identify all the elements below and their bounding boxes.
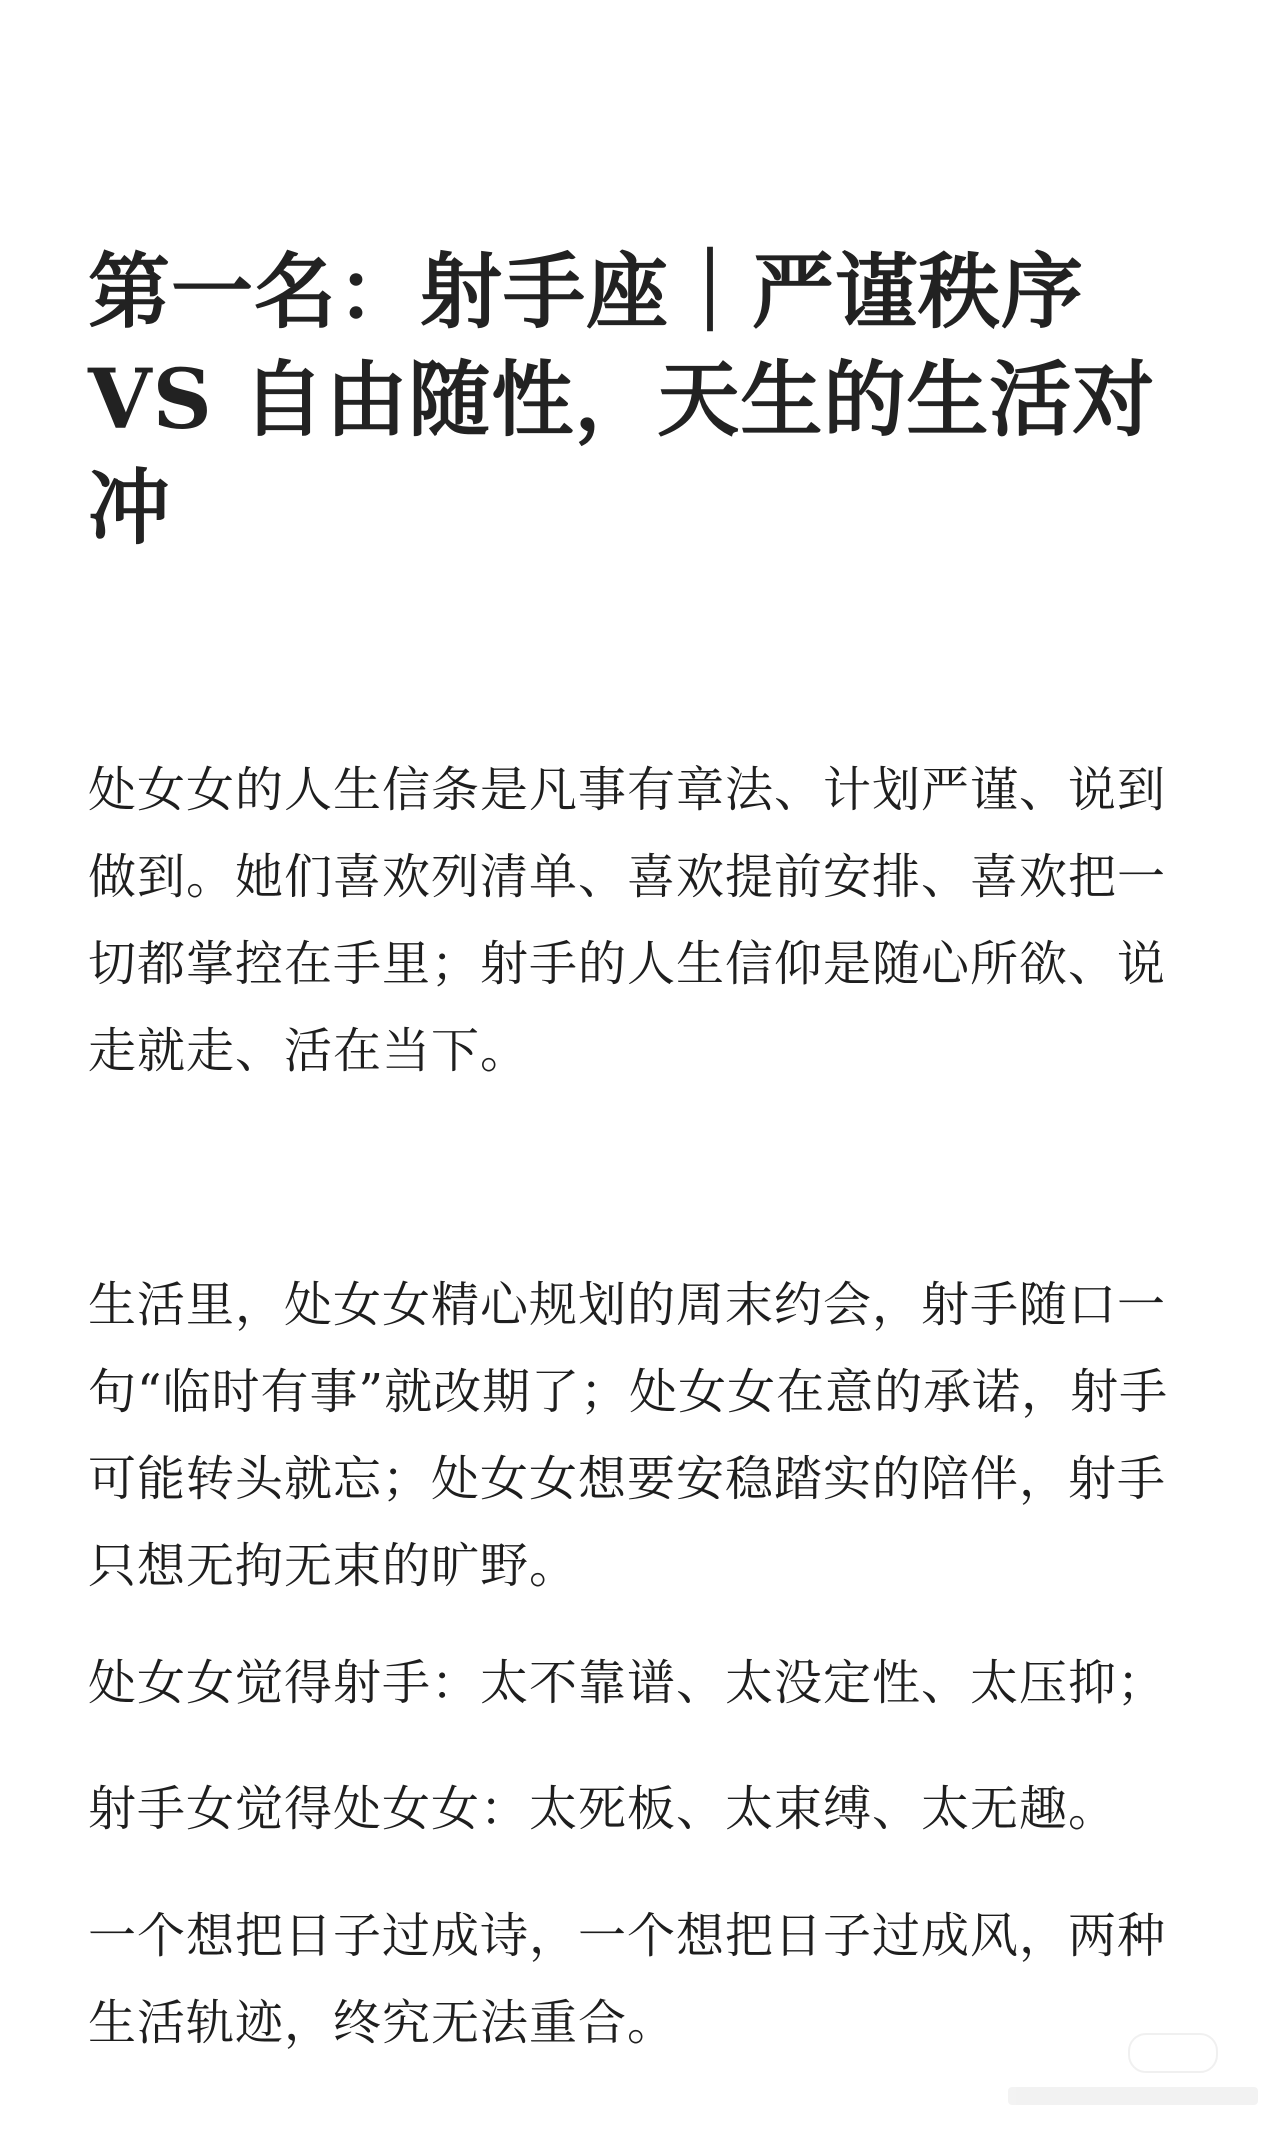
watermark-text-mark <box>1008 2087 1258 2105</box>
paragraph-conclusion: 一个想把日子过成诗，一个想把日子过成风，两种生活轨迹，终究无法重合。 <box>88 1908 1167 2051</box>
paragraph-sagittarius-view: 射手女觉得处女女：太死板、太束缚、太无趣。 <box>88 1781 1118 1837</box>
watermark-badge-icon <box>1128 2033 1218 2073</box>
watermark <box>998 2025 1258 2115</box>
paragraph-intro: 处女女的人生信条是凡事有章法、计划严谨、说到做到。她们喜欢列清单、喜欢提前安排、喜欢把一切都掌控在手里；射手的人生信仰是随心所欲、说走就走、活在当下。 <box>88 762 1167 1079</box>
article-title: 第一名：射手座｜严谨秩序VS 自由随性，天生的生活对冲 <box>88 244 1156 556</box>
paragraph-daily-life: 生活里，处女女精心规划的周末约会，射手随口一句“临时有事”就改期了；处女女在意的承诺，射手可能转头就忘；处女女想要安稳踏实的陪伴，射手只想无拘无束的旷野。 <box>88 1277 1169 1594</box>
paragraph-virgo-view: 处女女觉得射手：太不靠谱、太没定性、太压抑； <box>88 1655 1167 1711</box>
